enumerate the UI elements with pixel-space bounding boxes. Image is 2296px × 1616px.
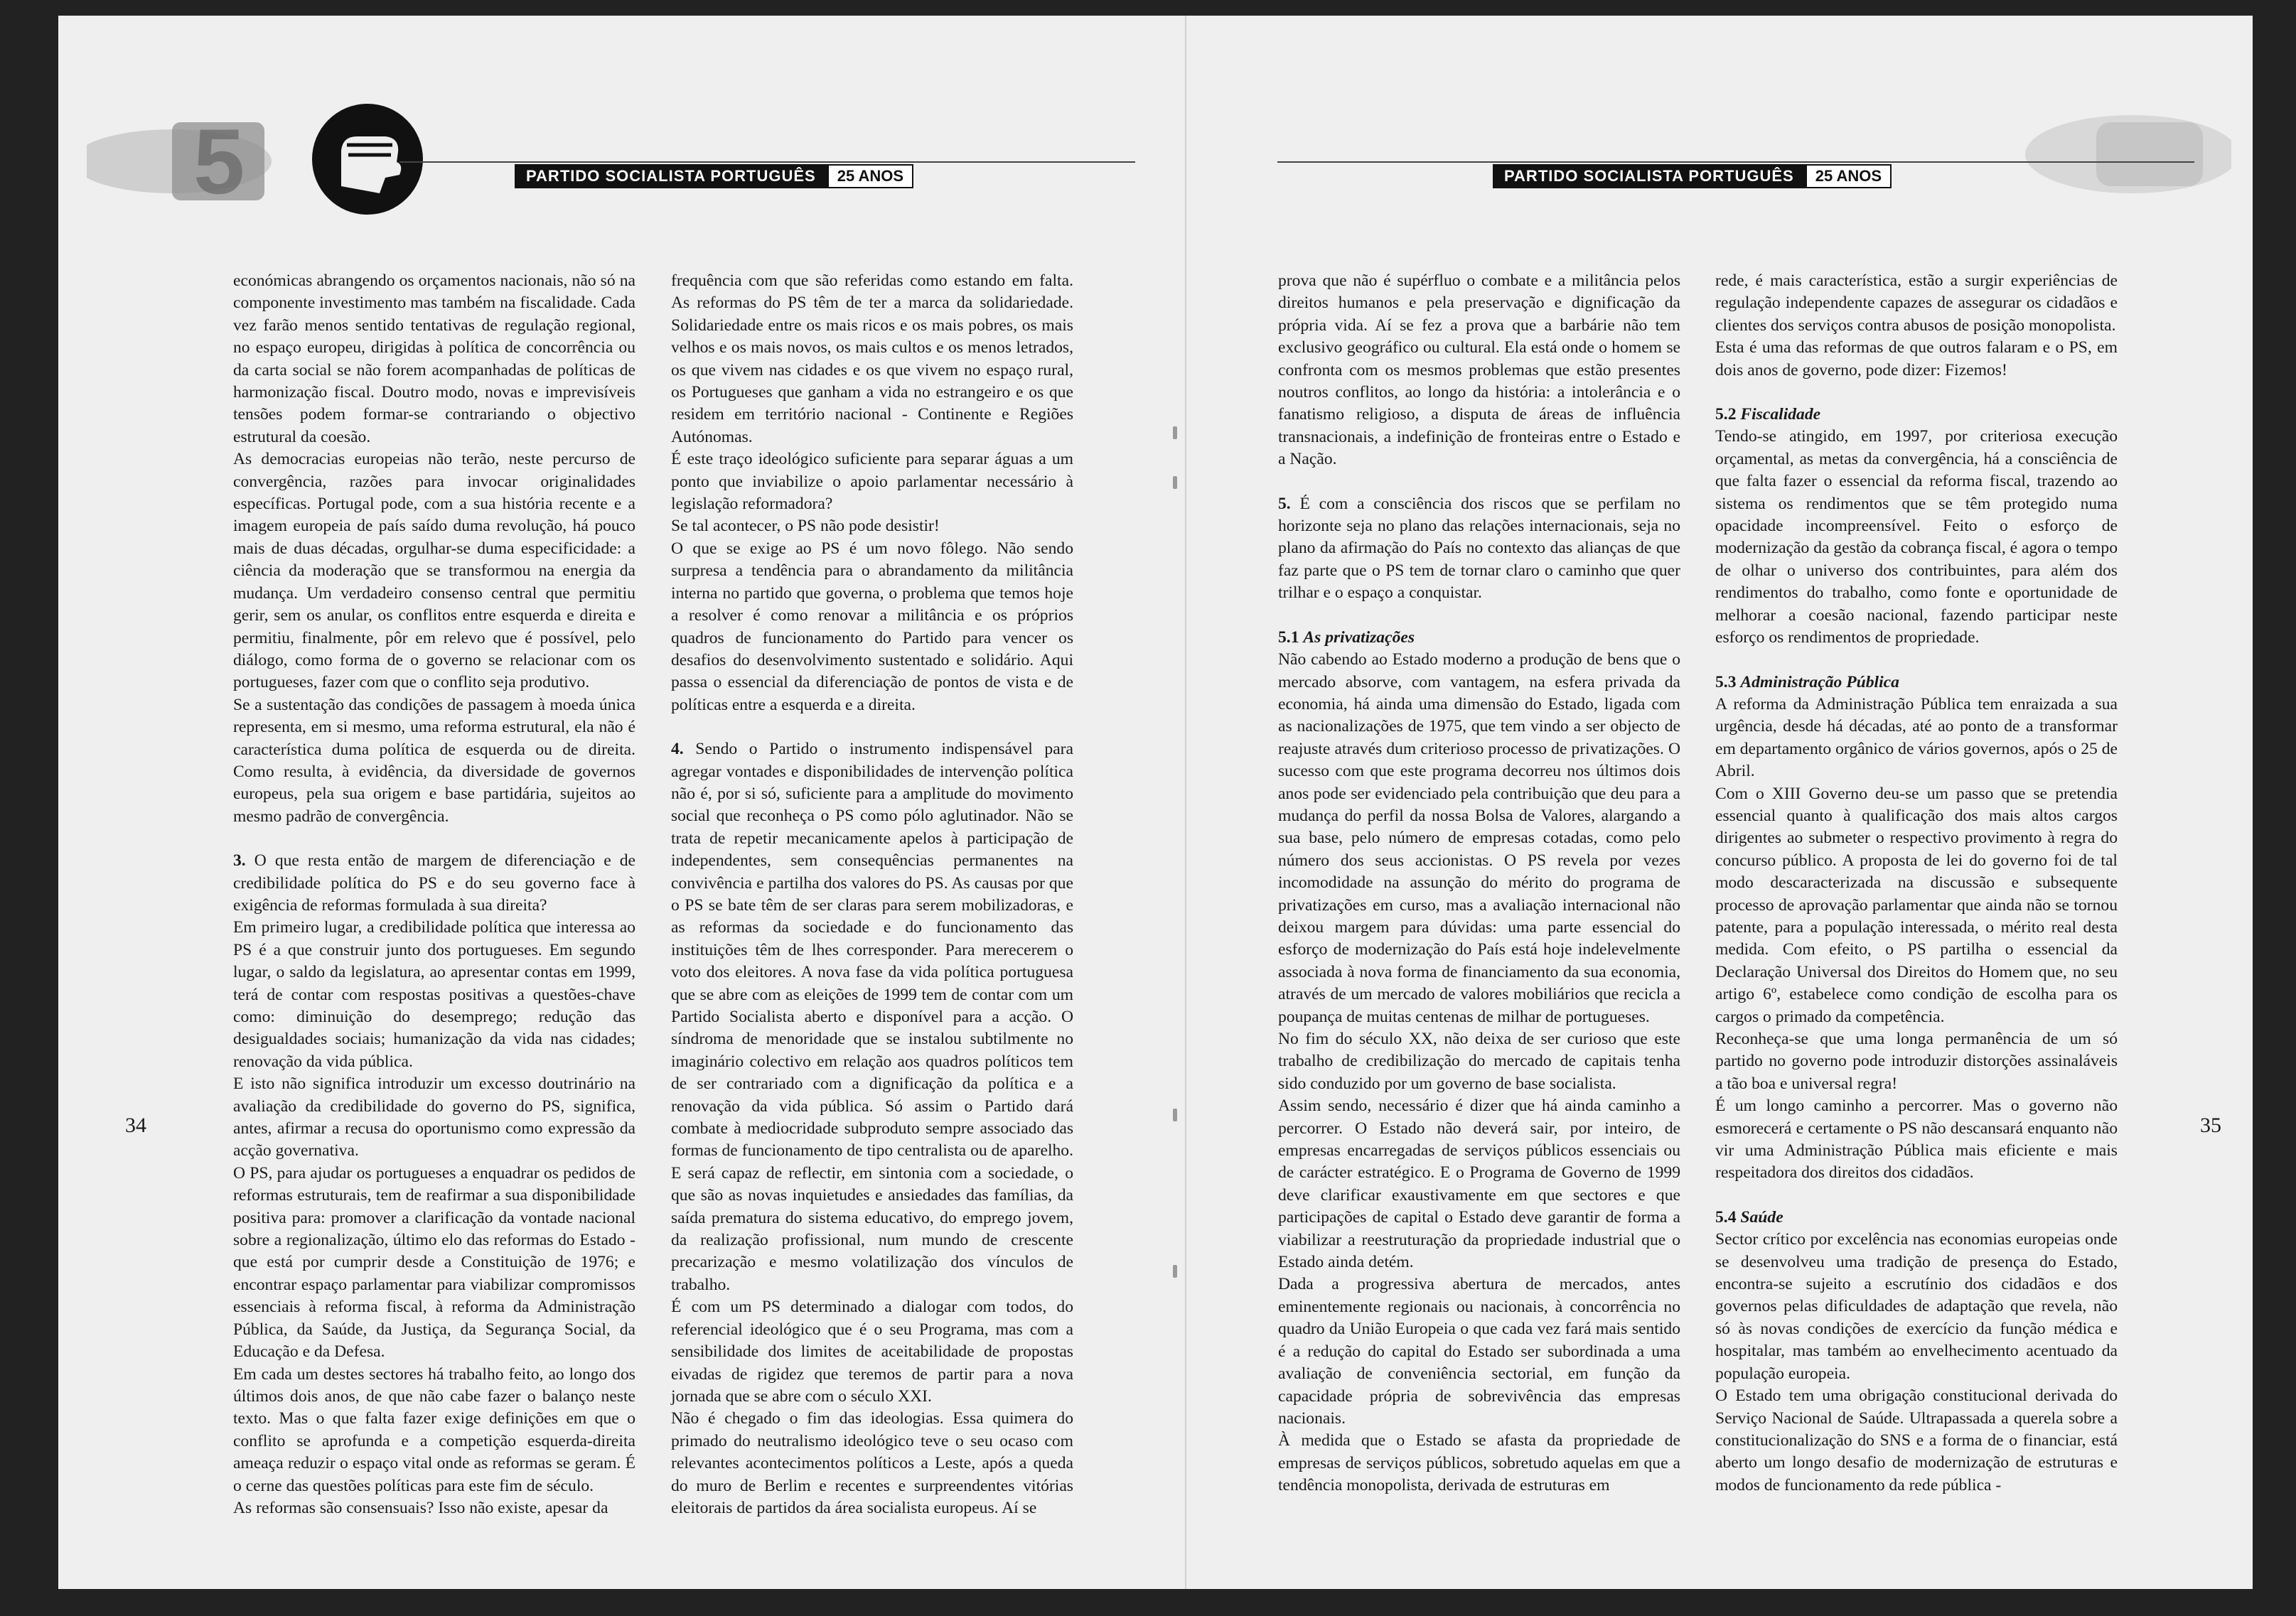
paragraph: Em primeiro lugar, a credibilidade política que interessa ao PS é a que construir junto dos portugueses. Em segundo lugar, o saldo da legislatura, ao apresentar contas em 1999, terá de contar com respostas positivas a questões-chave como: diminuição do desemprego; redução das desigualdades sociais; humanização da vida nas cidades; renovação da vida pública.	[233, 918, 635, 1071]
party-logo-icon	[87, 94, 456, 222]
paragraph: Se tal acontecer, o PS não pode desistir!	[671, 517, 940, 536]
paragraph: Esta é uma das reformas de que outros falaram e o PS, em dois anos de governo, pode dizer: Fizemos!	[1715, 338, 2118, 379]
paragraph-gap	[1715, 650, 2118, 672]
paragraph: A reforma da Administração Pública tem enraizada a sua urgência, desde há décadas, até ao ponto de a transformar em departamento orgânico de vários governos, após o 25 de Abril.	[1715, 694, 2118, 781]
svg-text:5: 5	[193, 109, 245, 213]
paragraph: económicas abrangendo os orçamentos nacionais, não só na componente investimento mas também na fiscalidade. Cada vez farão menos sentido tentativas de regulação regional, no espaço europeu, dirigidas à política de concorrência ou da carta social se não forem acompanhadas de políticas de harmonização fiscal. Doutro modo, novas e imprevisíveis tensões podem formar-se contrariando o objectivo estrutural da coesão.	[233, 271, 635, 446]
paragraph: As democracias europeias não terão, neste percurso de convergência, razões para invocar originalidades específicas. Portugal pode, com a sua história recente e a imagem europeia de país saído duma revolução, há pouco mais de duas décadas, orgulhar-se duma especificidade: a ciência da moderação que se transformou na energia da mudança. Um verdadeiro consenso central que permitiu gerir, sem os anular, os conflitos entre esquerda e direita e permitiu, finalmente, pôr em relevo que é possível, pelo diálogo, como forma de o governo se relacionar com os portugueses, fazer com que o conflito seja produtivo.	[233, 450, 635, 692]
paragraph-gap	[1278, 471, 1680, 493]
column-left-2	[671, 270, 1073, 1519]
page-number: 35	[2200, 1114, 2221, 1137]
paragraph: Assim sendo, necessário é dizer que há ainda caminho a percorrer. O Estado não deverá sair, por inteiro, de empresas encarregadas de serviços públicos essenciais ou de carácter estratégico. E o Programa de Governo de 1999 deve clarificar exaustivamente em que sectores e que participações de capital o Estado deve garantir de forma a viabilizar a reestruturação da propriedade industrial que o Estado ainda detém.	[1278, 1097, 1680, 1272]
subsection-heading: 5.2 Fiscalidade	[1715, 405, 1821, 424]
party-name: PARTIDO SOCIALISTA PORTUGUÊS	[515, 164, 827, 188]
paragraph: É um longo caminho a percorrer. Mas o governo não esmorecerá e certamente o PS não descansará enquanto não vir uma Administração Pública mais eficiente e mais respeitadora dos direitos dos cidadãos.	[1715, 1097, 2118, 1183]
paragraph: prova que não é supérfluo o combate e a militância pelos direitos humanos e pela preservação e dignificação da própria vida. Aí se fez a prova que a barbárie não tem exclusivo geográfico ou cultural. Ela está onde o homem se confronta com os mesmos problemas que estão presentes noutros conflitos, ao longo da história: a intolerância e o fanatismo religioso, a disputa de áreas de influência transnacionais, a indefinição de fronteiras entre o Estado e a Nação.	[1278, 271, 1680, 469]
running-header	[1277, 161, 2194, 188]
paragraph: rede, é mais característica, estão a surgir experiências de regulação independente capazes de assegurar os cidadãos e clientes dos serviços contra abusos de posição monopolista.	[1715, 271, 2118, 335]
subsection-heading: 5.1 As privatizações	[1278, 627, 1415, 647]
paragraph: O que se exige ao PS é um novo fôlego. Não sendo surpresa a tendência para o abrandamento da militância interna no partido que governa, o problema que temos hoje a resolver é como renovar a militância e os próprios quadros de funcionamento do Partido para vencer os desafios do desenvolvimento sustentado e solidário. Aqui passa o essencial da diferenciação de pontos de vista e de políticas entre a esquerda e a direita.	[671, 539, 1073, 714]
paragraph: No fim do século XX, não deixa de ser curioso que este trabalho de credibilização do mercado de capitais tenha sido conduzido por um governo de base socialista.	[1278, 1030, 1680, 1093]
subsection-heading: 5.3 Administração Pública	[1715, 672, 1899, 691]
section-number: 5.	[1278, 494, 1291, 513]
paragraph: Reconheça-se que uma longa permanência de um só partido no governo pode introduzir distorções assinaláveis a tão boa e universal regra!	[1715, 1030, 2118, 1093]
header-rule	[399, 161, 1135, 163]
right-page	[1186, 16, 2253, 1589]
subsection-number: 5.3	[1715, 672, 1741, 691]
paragraph: Tendo-se atingido, em 1997, por criteriosa execução orçamental, as metas da convergência, há a consciência de que falta fazer o essencial da reforma fiscal, trazendo ao sistema os rendimentos que se têm protegido numa opacidade incompreensível. Feito o esforço de modernização da gestão da cobrança fiscal, é agora o tempo de olhar o universo dos contribuintes, para além dos rendimentos do trabalho, como fonte e oportunidade de melhorar a coesão nacional, fazendo participar neste esforço os rendimentos de propriedade.	[1715, 427, 2118, 647]
paragraph: É este traço ideológico suficiente para separar águas a um ponto que inviabilize o apoio parlamentar necessário à legislação reformadora?	[671, 450, 1073, 514]
left-page	[58, 16, 1186, 1589]
section-3-paragraph: 3. O que resta então de margem de diferenciação e de credibilidade política do PS e do seu governo face à exigência de reformas formulada à sua direita?	[233, 851, 635, 915]
paragraph-gap	[1715, 1185, 2118, 1207]
paragraph: Dada a progressiva abertura de mercados, antes eminentemente regionais ou nacionais, à concorrência no quadro da União Europeia o que cada vez fará mais sentido é a redução do capital do Estado ser subordinada a uma avaliação de conveniência sectorial, em função da capacidade própria de sobrevivência das empresas nacionais.	[1278, 1275, 1680, 1428]
subsection-number: 5.4	[1715, 1207, 1741, 1227]
paragraph-gap	[1278, 605, 1680, 627]
subsection-heading: 5.4 Saúde	[1715, 1207, 1783, 1227]
binding-staple	[1173, 476, 1177, 489]
paragraph-gap	[671, 716, 1073, 738]
paragraph: Em cada um destes sectores há trabalho feito, ao longo dos últimos dois anos, de que não cabe fazer o balanço neste texto. Mas o que falta fazer exige definições em que o conflito se aprofunda e a competição esquerda-direita ameaça reduzir o espaço vital onde as reformas se geram. É o cerne das questões políticas para este fim de século.	[233, 1364, 635, 1495]
paragraph: Sector crítico por excelência nas economias europeias onde se desenvolveu uma tradição de presença do Estado, encontra-se sujeito a escrutínio dos cidadãos e dos governos pelas dificuldades de adaptação que revela, não só às novas condições de exercício da função médica e hospitalar, mas também ao envelhecimento acentuado da população europeia.	[1715, 1230, 2118, 1383]
section-5-paragraph: 5. É com a consciência dos riscos que se perfilam no horizonte seja no plano das relações internacionais, seja no plano da afirmação do País no contexto das alianças de que faz parte que o PS tem de tornar claro o caminho que quer trilhar e o espaço a conquistar.	[1278, 494, 1680, 603]
paragraph: E isto não significa introduzir um excesso doutrinário na avaliação da credibilidade do governo do PS, significa, antes, afirmar a recusa do oportunismo como expressão da acção governativa.	[233, 1074, 635, 1160]
faded-logo-icon	[1990, 101, 2231, 208]
header-rule	[1277, 161, 2194, 163]
paragraph: Não é chegado o fim das ideologias. Essa quimera do primado do neutralismo ideológico teve o seu ocaso com relevantes acontecimentos políticos a Leste, após a queda do muro de Berlim e recentes e surpreendentes vitórias eleitorais de partidos da área socialista europeus. Aí se	[671, 1409, 1073, 1517]
binding-staple	[1173, 1109, 1177, 1121]
subsection-number: 5.1	[1278, 627, 1304, 647]
paragraph-gap	[233, 828, 635, 850]
paragraph-gap	[1715, 382, 2118, 404]
section-4-paragraph: 4. Sendo o Partido o instrumento indispensável para agregar vontades e disponibilidades de intervenção política não é, por si só, suficiente para a amplitude do movimento social que reconheça o PS como pólo aglutinador. Não se trata de repetir mecanicamente apelos à participação de independentes, sem consequências permanentes na convivência e partilha dos valores do PS. As causas por que o PS se bate têm de ser claras para serem mobilizadoras, e as reformas da sociedade e do funcionamento das instituições têm de lhes corresponder. Para merecerem o voto dos eleitores. A nova fase da vida política portuguesa que se abre com as eleições de 1999 tem de contar com um Partido Socialista aberto e disponível para a acção. O síndroma de menoridade que se instalou subtilmente no imaginário colectivo em relação aos quadros políticos tem de ser contrariado com a dignificação da política e a renovação da vida pública. Só assim o Partido dará combate à mediocridade subproduto sempre associado das formas de funcionamento de tipo centralista ou de aparelho. E será capaz de reflectir, em sintonia com a sociedade, o que são as novas inquietudes e ansiedades das famílias, da saída prematura do sistema educativo, do emprego jovem, da realização profissional, num mundo de crescente precarização e mesmo volatilização dos vínculos de trabalho.	[671, 740, 1073, 1294]
paragraph: Não cabendo ao Estado moderno a produção de bens que o mercado absorve, com vantagem, na esfera privada da economia, há ainda uma dimensão do Estado, ligada com as nacionalizações de 1975, que tem vindo a ser objecto de reajuste através dum criterioso processo de privatizações. O sucesso com que este programa decorreu nos últimos dois anos pode ser evidenciado pela contribuição que deu para a mudança do perfil da nossa Bolsa de Valores, alargando a sua base, pelo número de empresas cotadas, como pelo número dos seus accionistas. O PS revela por vezes incomodidade na assunção do mérito do programa de privatizações em curso, mas a avaliação internacional não deixou margem para dúvidas: uma parte essencial do esforço de modernização do País está hoje indelevelmente associada à nova forma de financiamento da sua economia, através de um mercado de valores mobiliários que recicla a poupança de muitas centenas de milhar de portugueses.	[1278, 650, 1680, 1026]
header-tag	[1493, 164, 1892, 188]
anniversary-label: 25 ANOS	[827, 164, 913, 188]
running-header	[399, 161, 1135, 188]
paragraph: À medida que o Estado se afasta da propriedade de empresas de serviços públicos, sobretudo aquelas em que a tendência monopolista, derivada de estruturas em	[1278, 1431, 1680, 1495]
paragraph: É com um PS determinado a dialogar com todos, do referencial ideológico que é o seu Programa, mas com a sensibilidade dos limites de aceitabilidade de propostas eivadas de rigidez que teremos de partir para a nova jornada que se abre com o século XXI.	[671, 1298, 1073, 1406]
section-number: 4.	[671, 740, 684, 759]
paragraph: frequência com que são referidas como estando em falta. As reformas do PS têm de ter a marca da solidariedade. Solidariedade entre os mais ricos e os mais pobres, os mais velhos e os mais novos, os mais cultos e os menos letrados, os que vivem nas cidades e os que vivem no espaço rural, os Portugueses que ganham a vida no estrangeiro e os que residem em território nacional - Continente e Regiões Autónomas.	[671, 271, 1073, 446]
paragraph: O Estado tem uma obrigação constitucional derivada do Serviço Nacional de Saúde. Ultrapassada a querela sobre a constitucionalização do SNS e a forma de o financiar, está aberto um longo desafio de modernização de estruturas e modos de funcionamento da rede pública -	[1715, 1386, 2118, 1494]
page-number: 34	[125, 1114, 146, 1137]
paragraph: As reformas são consensuais? Isso não existe, apesar da	[233, 1498, 608, 1517]
binding-staple	[1173, 1265, 1177, 1278]
party-name: PARTIDO SOCIALISTA PORTUGUÊS	[1493, 164, 1806, 188]
binding-staple	[1173, 426, 1177, 439]
paragraph: Com o XIII Governo deu-se um passo que se pretendia essencial quanto à qualificação dos mais altos cargos dirigentes ao submeter o respectivo provimento à regra do concurso público. A proposta de lei do governo foi de tal modo descaracterizada na discussão e subsequente processo de aprovação parlamentar que ainda não se tornou patente, para a população interessada, o mérito real desta medida. Com efeito, o PS partilha o essencial da Declaração Universal dos Direitos do Homem que, no seu artigo 6º, estabelece como condição de escolha para os cargos o primado da competência.	[1715, 784, 2118, 1026]
column-right-1	[1278, 270, 1680, 1497]
column-right-2	[1715, 270, 2118, 1497]
section-number: 3.	[233, 851, 246, 871]
column-left-1	[233, 270, 635, 1519]
paragraph: Se a sustentação das condições de passagem à moeda única representa, em si mesmo, uma reforma estrutural, ela não é característica duma política de esquerda ou de direita. Como resulta, à evidência, da diversidade de governos europeus, pela sua origem e base partidária, sujeitos ao mesmo padrão de convergência.	[233, 695, 635, 826]
anniversary-label: 25 ANOS	[1806, 164, 1892, 188]
paragraph: O PS, para ajudar os portugueses a enquadrar os pedidos de reformas estruturais, tem de reafirmar a sua disponibilidade positiva para: promover a clarificação da vontade nacional sobre a regionalização, último elo das reformas do Estado - que está por cumprir desde a Constituição de 1976; e encontrar espaço parlamentar para viabilizar compromissos essenciais à reforma fiscal, à reforma da Administração Pública, da Saúde, da Justiça, da Segurança Social, da Educação e da Defesa.	[233, 1163, 635, 1362]
header-tag	[515, 164, 913, 188]
subsection-number: 5.2	[1715, 405, 1741, 424]
